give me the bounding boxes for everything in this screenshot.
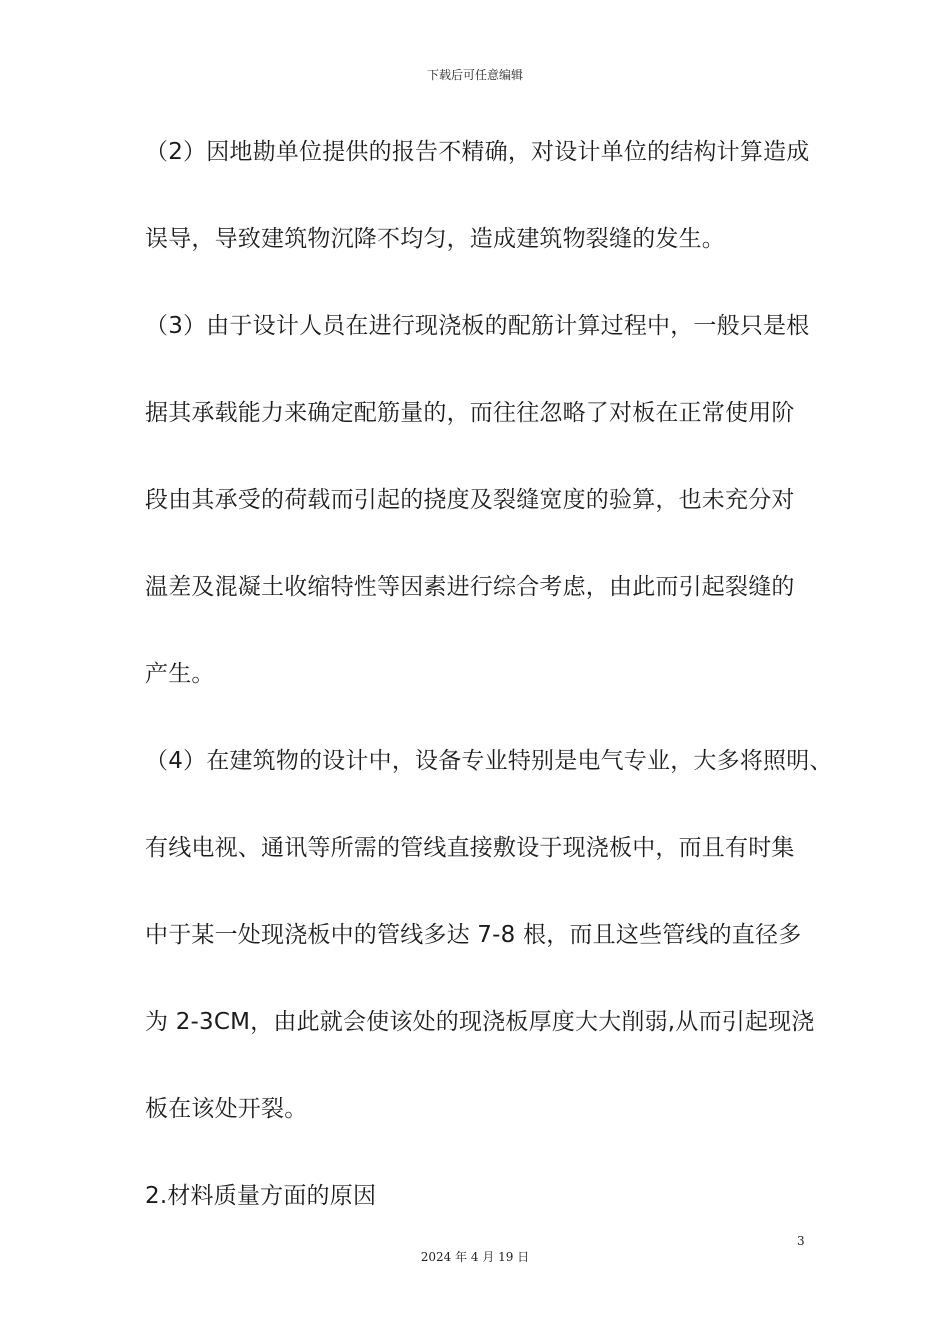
paragraph-line: （4）在建筑物的设计中，设备专业特别是电气专业，大多将照明、 (145, 748, 833, 774)
page-footer-date: 2024 年 4 月 19 日 (420, 1250, 530, 1264)
paragraph-line: 误导，导致建筑物沉降不均匀，造成建筑物裂缝的发生。 (145, 226, 725, 252)
paragraph-line: 有线电视、通讯等所需的管线直接敷设于现浇板中，而且有时集 (145, 835, 795, 861)
page-header: 下载后可任意编辑 (426, 68, 523, 82)
paragraph-line: （3）由于设计人员在进行现浇板的配筋计算过程中，一般只是根 (145, 313, 810, 339)
paragraph-line: 中于某一处现浇板中的管线多达 7-8 根，而且这些管线的直径多 (145, 922, 802, 948)
paragraph-line: 据其承载能力来确定配筋量的，而往往忽略了对板在正常使用阶 (145, 400, 795, 426)
paragraph-line: 板在该处开裂。 (145, 1096, 308, 1122)
page-number: 3 (797, 1234, 805, 1248)
section-heading: 2.材料质量方面的原因 (145, 1183, 377, 1209)
paragraph-line: 为 2-3CM，由此就会使该处的现浇板厚度大大削弱,从而引起现浇 (145, 1009, 815, 1035)
paragraph-line: 段由其承受的荷载而引起的挠度及裂缝宽度的验算，也未充分对 (145, 487, 795, 513)
paragraph-line: 产生。 (145, 661, 215, 687)
paragraph-line: （2）因地勘单位提供的报告不精确，对设计单位的结构计算造成 (145, 139, 810, 165)
paragraph-line: 温差及混凝土收缩特性等因素进行综合考虑，由此而引起裂缝的 (145, 574, 795, 600)
